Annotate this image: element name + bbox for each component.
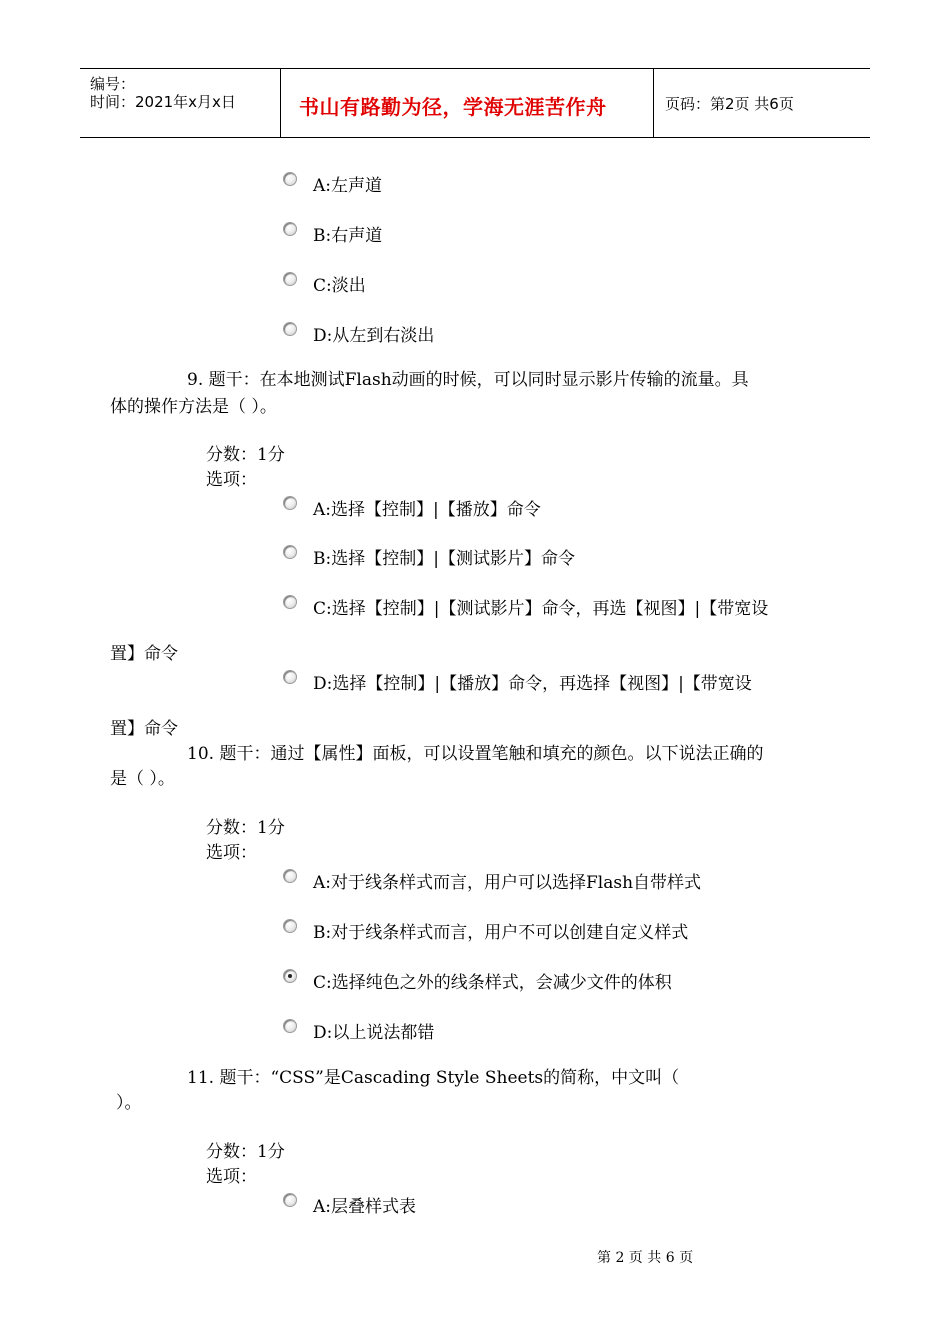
q10-stem-line2: 是（ ）。 [110, 769, 175, 789]
q9-option-b-radio[interactable] [283, 545, 297, 559]
q8-option-d-radio[interactable] [283, 322, 297, 336]
time-label: 时间：2021年x月x日 [90, 93, 236, 111]
q10-option-b-text: B:对于线条样式而言，用户不可以创建自定义样式 [313, 923, 689, 943]
q8-option-c-text: C:淡出 [313, 276, 366, 296]
q8-option-a-radio[interactable] [283, 172, 297, 186]
q10-option-a-text: A:对于线条样式而言，用户可以选择Flash自带样式 [313, 873, 702, 893]
q8-option-d-text: D:从左到右淡出 [313, 326, 435, 346]
q10-option-a-radio[interactable] [283, 869, 297, 883]
q8-option-b-text: B:右声道 [313, 226, 383, 246]
page-header [80, 68, 870, 138]
motto-text: 书山有路勤为径，学海无涯苦作舟 [299, 95, 607, 119]
q9-stem-line2: 体的操作方法是（ ）。 [110, 397, 277, 417]
q10-option-c-text: C:选择纯色之外的线条样式，会减少文件的体积 [313, 973, 672, 993]
q10-option-d-radio[interactable] [283, 1019, 297, 1033]
q11-score: 分数：1分 [206, 1142, 285, 1162]
q9-score: 分数：1分 [206, 445, 285, 465]
q8-option-a-text: A:左声道 [313, 176, 383, 196]
number-label: 编号： [90, 75, 136, 93]
q9-option-a-text: A:选择【控制】|【播放】命令 [313, 500, 541, 520]
q8-option-c-radio[interactable] [283, 272, 297, 286]
header-meta-cell [80, 69, 281, 137]
q9-stem-line1: 9. 题干：在本地测试Flash动画的时候，可以同时显示影片传输的流量。具 [187, 370, 749, 390]
q9-option-d-radio[interactable] [283, 670, 297, 684]
q9-option-c-radio[interactable] [283, 595, 297, 609]
q11-stem-line2: ）。 [116, 1093, 142, 1113]
page-footer: 第 2 页 共 6 页 [597, 1250, 694, 1266]
q9-option-b-text: B:选择【控制】|【测试影片】命令 [313, 549, 575, 569]
q11-options-label: 选项： [206, 1167, 257, 1187]
q10-option-d-text: D:以上说法都错 [313, 1023, 435, 1043]
q9-option-c-text: C:选择【控制】|【测试影片】命令，再选【视图】|【带宽设 [313, 599, 769, 619]
q9-options-label: 选项： [206, 470, 257, 490]
page-info: 页码：第2页 共6页 [665, 95, 794, 113]
q11-option-a-radio[interactable] [283, 1193, 297, 1207]
q11-stem-line1: 11. 题干：“CSS”是Cascading Style Sheets的简称，中文叫（ [187, 1068, 680, 1088]
q9-option-c-continuation: 置】命令 [110, 644, 178, 664]
q10-score: 分数：1分 [206, 818, 285, 838]
q9-option-d-continuation: 置】命令 [110, 719, 178, 739]
q10-stem-line1: 10. 题干：通过【属性】面板，可以设置笔触和填充的颜色。以下说法正确的 [187, 744, 764, 764]
q10-options-label: 选项： [206, 843, 257, 863]
q10-option-c-radio[interactable] [283, 969, 297, 983]
q8-option-b-radio[interactable] [283, 222, 297, 236]
q10-option-b-radio[interactable] [283, 919, 297, 933]
q11-option-a-text: A:层叠样式表 [313, 1197, 417, 1217]
q9-option-a-radio[interactable] [283, 496, 297, 510]
header-motto-cell [281, 69, 654, 137]
q9-option-d-text: D:选择【控制】|【播放】命令，再选择【视图】|【带宽设 [313, 674, 752, 694]
